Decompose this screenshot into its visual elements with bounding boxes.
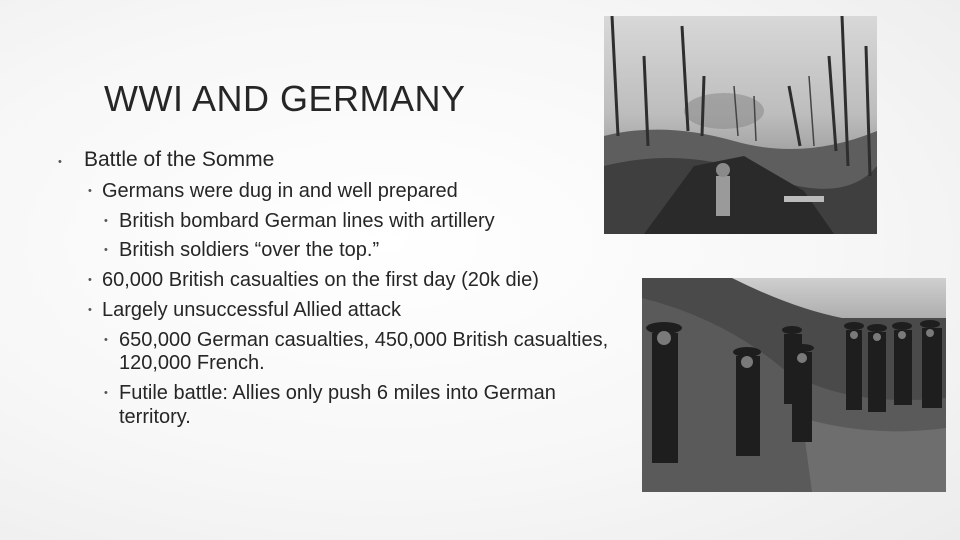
bullet-over-the-top: British soldiers “over the top.” xyxy=(119,239,380,261)
bullet-marker: • xyxy=(88,304,92,316)
bullet-unsuccessful-attack: Largely unsuccessful Allied attack xyxy=(102,299,402,321)
bullet-futile-battle: Futile battle: Allies only push 6 miles into German xyxy=(119,382,556,404)
bullet-marker: • xyxy=(104,387,108,399)
bullet-marker: • xyxy=(88,274,92,286)
bullet-british-bombard: British bombard German lines with artillery xyxy=(119,210,495,232)
bullet-marker: • xyxy=(104,334,108,346)
bullet-marker: • xyxy=(104,215,108,227)
bullet-total-casualties-cont: 120,000 French. xyxy=(119,352,265,374)
bullet-first-day-casualties: 60,000 British casualties on the first day (20k die) xyxy=(102,269,539,291)
bullet-germans-dug-in: Germans were dug in and well prepared xyxy=(102,180,458,202)
bullet-marker: • xyxy=(88,185,92,197)
bullet-marker: • xyxy=(104,244,108,256)
bullet-battle-of-the-somme: Battle of the Somme xyxy=(84,148,275,171)
slide-title: WWI AND GERMANY xyxy=(104,78,466,119)
bullet-marker: • xyxy=(58,156,62,168)
bullet-futile-battle-cont: territory. xyxy=(119,406,191,428)
bullet-total-casualties: 650,000 German casualties, 450,000 British casualties, xyxy=(119,329,609,351)
